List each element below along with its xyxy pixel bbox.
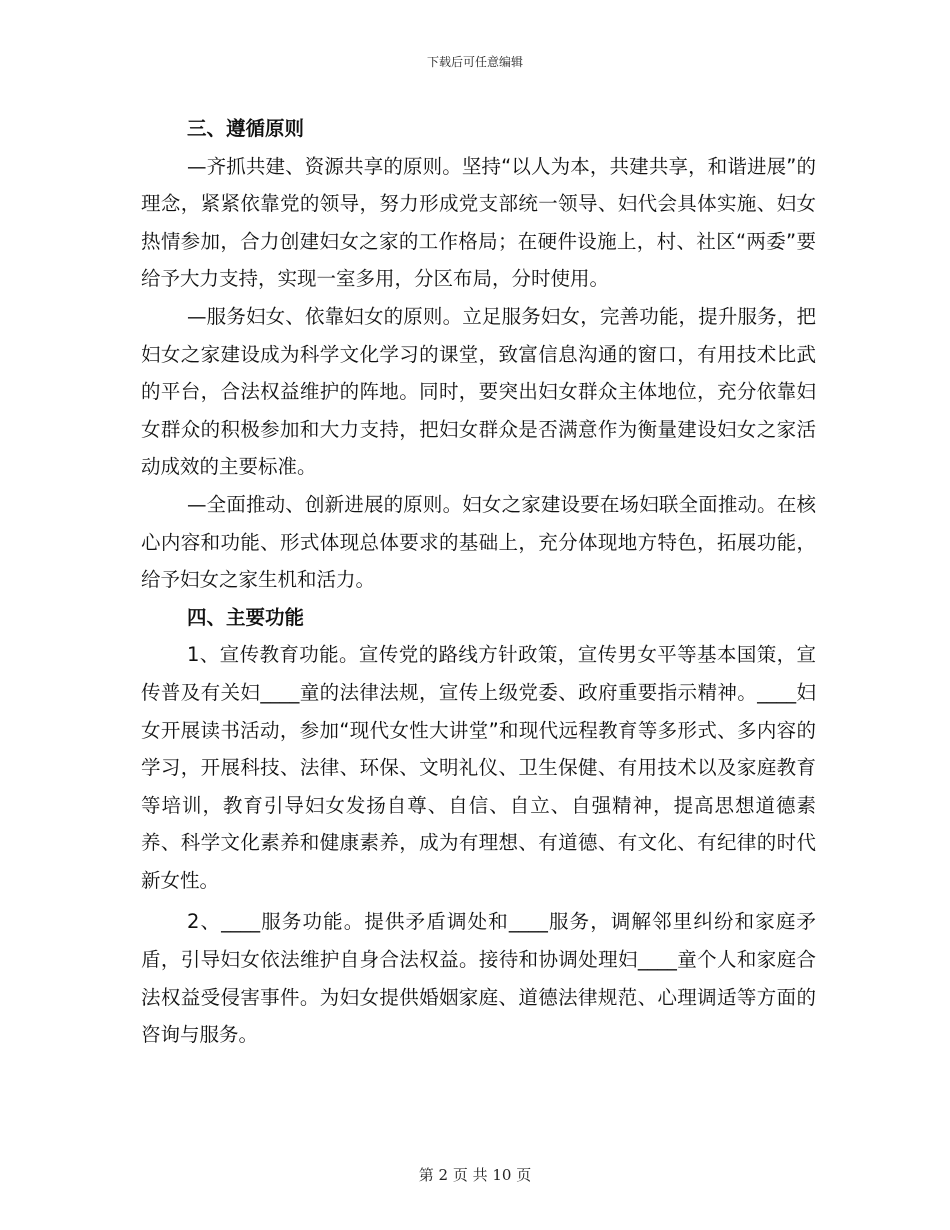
paragraph-principle-1: —齐抓共建、资源共享的原则。坚持“以人为本，共建共享，和谐进展”的理念，紧紧依靠党的领导，努力形成党支部统一领导、妇代会具体实施、妇女热情参加，合力创建妇女之家的工作格局；在硬件设施上，村、社区“两委”要给予大力支持，实现一室多用，分区布局，分时使用。	[141, 154, 816, 291]
section-title-principles: 三、遵循原则	[187, 117, 305, 140]
paragraph-function-2: 2、____服务功能。提供矛盾调处和____服务，调解邻里纠纷和家庭矛盾，引导妇女依法维护自身合法权益。接待和协调处理妇____童个人和家庭合法权益受侵害事件。为妇女提供婚姻家庭、道德法律规范、心理调适等方面的咨询与服务。	[141, 910, 816, 1047]
paragraph-principle-2: —服务妇女、依靠妇女的原则。立足服务妇女，完善功能，提升服务，把妇女之家建设成为科学文化学习的课堂，致富信息沟通的窗口，有用技术比武的平台，合法权益维护的阵地。同时，要突出妇女群众主体地位，充分依靠妇女群众的积极参加和大力支持，把妇女群众是否满意作为衡量建设妇女之家活动成效的主要标准。	[141, 304, 816, 479]
document-body	[141, 110, 816, 1054]
paragraph-principle-3: —全面推动、创新进展的原则。妇女之家建设要在场妇联全面推动。在核心内容和功能、形式体现总体要求的基础上，充分体现地方特色，拓展功能，给予妇女之家生机和活力。	[141, 492, 816, 592]
section-title-functions: 四、主要功能	[187, 605, 305, 629]
page-header: 下载后可任意编辑	[426, 55, 523, 69]
paragraph-function-1: 1、宣传教育功能。宣传党的路线方针政策，宣传男女平等基本国策，宣传普及有关妇____童的法律法规，宣传上级党委、政府重要指示精神。____妇女开展读书活动，参加“现代女性大讲堂”和现代远程教育等多形式、多内容的学习，开展科技、法律、环保、文明礼仪、卫生保健、有用技术以及家庭教育等培训，教育引导妇女发扬自尊、自信、自立、自强精神，提高思想道德素养、科学文化素养和健康素养，成为有理想、有道德、有文化、有纪律的时代新女性。	[141, 643, 816, 892]
page-number: 第 2 页 共 10 页	[418, 1166, 532, 1184]
